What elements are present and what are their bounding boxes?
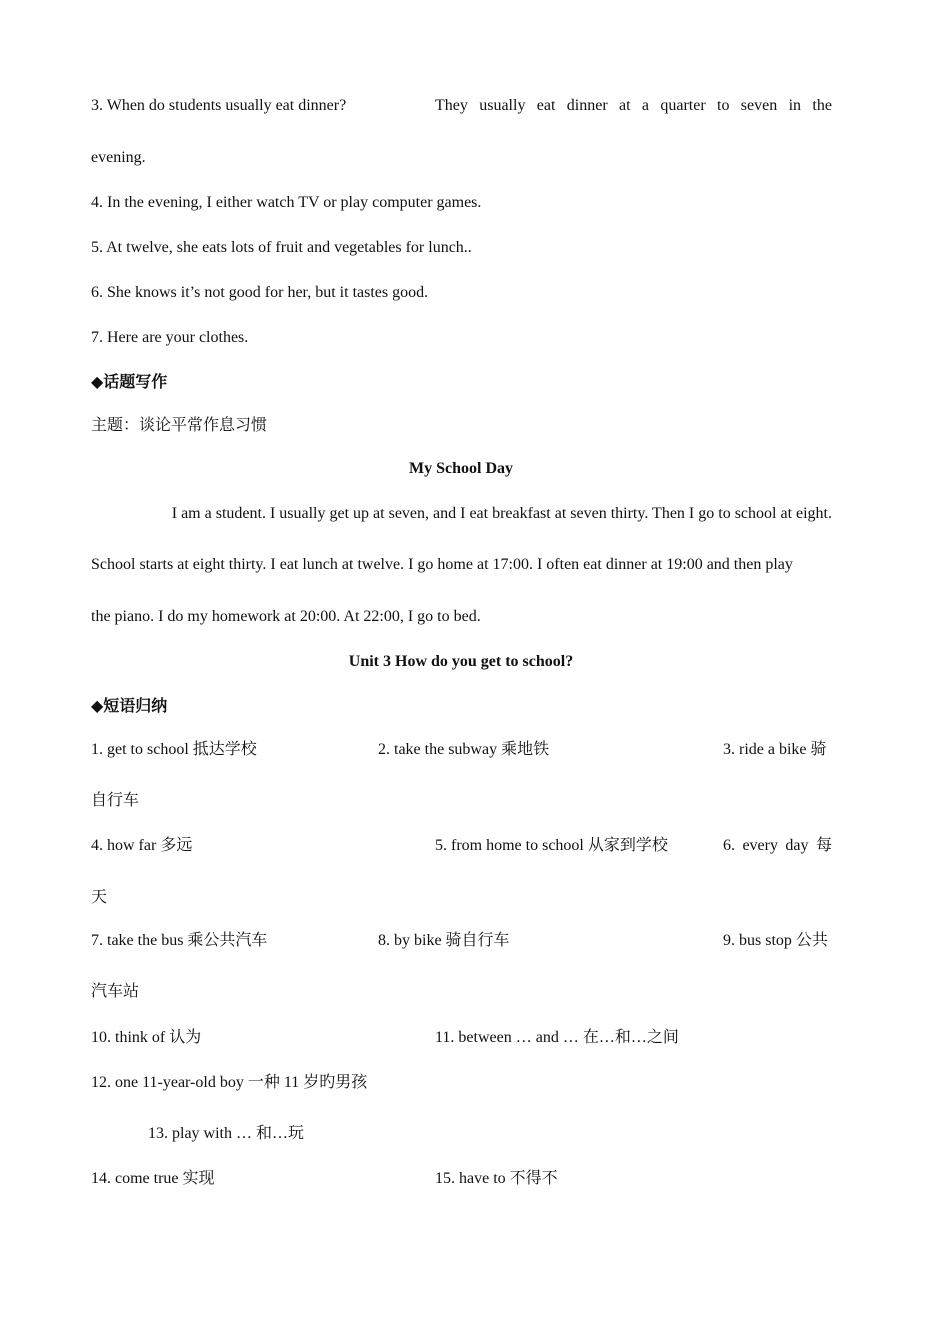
phrase-6-cont: 天 — [91, 889, 108, 906]
answer-word: the — [812, 97, 832, 114]
phrase-8: 8. by bike 骑自行车 — [378, 932, 510, 949]
phrase-12: 12. one 11-year-old boy 一种 11 岁旳男孩 — [91, 1074, 368, 1091]
sentence-3-question: 3. When do students usually eat dinner? — [91, 97, 347, 114]
answer-word: usually — [479, 97, 526, 114]
phrase-5: 5. from home to school 从家到学校 — [435, 837, 668, 854]
answer-word: at — [619, 97, 631, 114]
phrase-11: 11. between … and … 在…和…之间 — [435, 1029, 679, 1046]
phrase-10: 10. think of 认为 — [91, 1029, 202, 1046]
sentence-4: 4. In the evening, I either watch TV or play computer games. — [91, 194, 482, 211]
sentence-3-answer-cont: evening. — [91, 149, 146, 166]
phrase-9-cont: 汽车站 — [91, 983, 140, 1000]
answer-word: eat — [536, 97, 556, 114]
phrase-3: 3. ride a bike 骑 — [723, 741, 827, 758]
phrases-section-title: ◆短语归纳 — [91, 698, 168, 715]
essay-line-3: the piano. I do my homework at 20:00. At 22:00, I go to bed. — [91, 608, 481, 625]
sentence-7: 7. Here are your clothes. — [91, 329, 249, 346]
essay-line-1: I am a student. I usually get up at seven, and I eat breakfast at seven thirty. Then I go to school at eight. — [171, 505, 832, 522]
phrase-4: 4. how far 多远 — [91, 837, 193, 854]
phrase-6-word: day — [785, 837, 809, 854]
answer-word: in — [788, 97, 802, 114]
answer-word: to — [717, 97, 730, 114]
answer-word: quarter — [660, 97, 706, 114]
sentence-3-answer — [435, 96, 832, 116]
writing-topic: 主题：谈论平常作息习惯 — [91, 417, 268, 434]
phrase-13: 13. play with … 和…玩 — [148, 1125, 304, 1142]
answer-word: dinner — [566, 97, 608, 114]
essay-line-2: School starts at eight thirty. I eat lunch at twelve. I go home at 17:00. I often eat dinner at 19:00 and then play — [91, 556, 793, 573]
writing-section-title: ◆话题写作 — [91, 374, 168, 391]
phrase-14: 14. come true 实现 — [91, 1170, 215, 1187]
phrase-9: 9. bus stop 公共 — [723, 932, 828, 949]
phrase-1: 1. get to school 抵达学校 — [91, 741, 257, 758]
phrase-3-cont: 自行车 — [91, 792, 140, 809]
phrase-7: 7. take the bus 乘公共汽车 — [91, 932, 268, 949]
phrase-6-word: 6. — [723, 837, 735, 854]
answer-word: seven — [740, 97, 778, 114]
sentence-5: 5. At twelve, she eats lots of fruit and vegetables for lunch.. — [91, 239, 472, 256]
answer-word: They — [435, 97, 468, 114]
phrase-6-word: every — [742, 837, 778, 854]
phrase-6 — [723, 836, 832, 856]
essay-title: My School Day — [409, 460, 513, 477]
phrase-6-word: 每 — [815, 837, 832, 854]
answer-word: a — [641, 97, 649, 114]
phrase-2: 2. take the subway 乘地铁 — [378, 741, 550, 758]
unit-title: Unit 3 How do you get to school? — [348, 653, 574, 670]
phrase-15: 15. have to 不得不 — [435, 1170, 558, 1187]
sentence-6: 6. She knows it’s not good for her, but it tastes good. — [91, 284, 429, 301]
